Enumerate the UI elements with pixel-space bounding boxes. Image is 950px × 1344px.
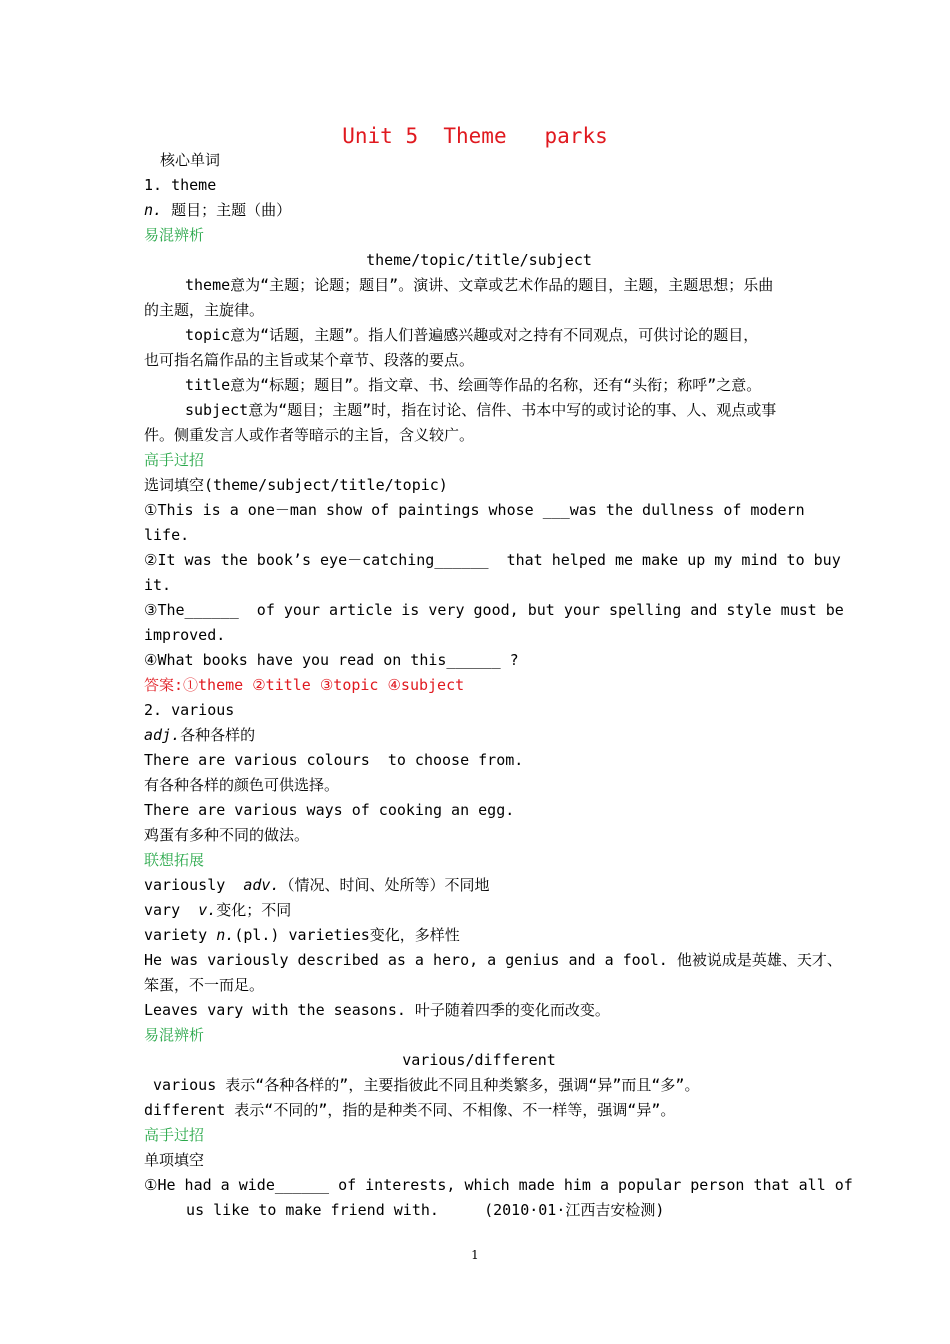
- explain-title-line-1: title意为“标题；题目”。指文章、书、绘画等作品的名称，还有“头衔；称呼”之意。: [185, 376, 762, 394]
- extension-variety: [144, 923, 824, 948]
- question-1-line-1: ①This is a one－man show of paintings whose ___was the dullness of modern: [144, 501, 805, 519]
- explain-subject-line-2: 件。侧重发言人或作者等暗示的主旨，含义较广。: [144, 426, 475, 444]
- part-of-speech: n.: [216, 926, 235, 944]
- practice-instruction: 选词填空(theme/subject/title/topic): [144, 476, 448, 494]
- explain-theme-line-2: 的主题，主旋律。: [144, 301, 265, 319]
- entry-headword-theme: 1. theme: [144, 176, 217, 194]
- confusion-set: various/different: [402, 1051, 556, 1069]
- extension-example-2: Leaves vary with the seasons. 叶子随着四季的变化而改变。: [144, 1001, 610, 1019]
- explain-various: various 表示“各种各样的”，主要指彼此不同且种类繁多，强调“异”而且“多”。: [144, 1076, 700, 1094]
- question-1-line-2: us like to make friend with. (2010·01·江西吉安检测): [168, 1201, 665, 1219]
- extension-word: variously: [144, 876, 244, 894]
- extension-word: variety: [144, 926, 217, 944]
- explain-theme-line-1: theme意为“主题；论题；题目”。演讲、文章或艺术作品的题目，主题，主题思想；乐曲: [185, 276, 774, 294]
- definition-text: 题目；主题（曲）: [162, 201, 292, 219]
- part-of-speech: adv.: [243, 876, 280, 894]
- answer-line: 答案:①theme ②title ③topic ④subject: [144, 676, 465, 694]
- extension-example-1-line-2: 笨蛋，不一而足。: [144, 976, 265, 994]
- question-1-line-2: life.: [144, 526, 190, 544]
- part-of-speech: n.: [144, 201, 163, 219]
- confusion-label: 易混辨析: [144, 1026, 205, 1044]
- part-of-speech: adj.: [144, 726, 181, 744]
- extension-vary: [144, 898, 824, 923]
- definition-text: 各种各样的: [180, 726, 256, 744]
- entry-definition-theme: [144, 198, 824, 223]
- section-header: 核心单词: [160, 151, 221, 169]
- extension-example-1-line-1: He was variously described as a hero, a genius and a fool. 他被说成是英雄、天才、: [144, 951, 842, 969]
- practice-instruction: 单项填空: [144, 1151, 205, 1169]
- extension-meaning: （情况、时间、处所等）不同地: [279, 876, 490, 894]
- example-2-english: There are various ways of cooking an egg.: [144, 801, 515, 819]
- question-1-line-1: ①He had a wide______ of interests, which made him a popular person that all of: [144, 1176, 853, 1194]
- page-number: 1: [471, 1248, 479, 1262]
- confusion-label: 易混辨析: [144, 226, 205, 244]
- question-2-line-1: ②It was the book’s eye－catching______ that helped me make up my mind to buy: [144, 551, 841, 569]
- extension-meaning: 变化；不同: [216, 901, 292, 919]
- entry-headword-various: 2. various: [144, 701, 235, 719]
- extension-meaning: (pl.) varieties变化，多样性: [234, 926, 460, 944]
- question-4: ④What books have you read on this______ ?: [144, 651, 519, 669]
- page-title: Unit 5 Theme parks: [342, 124, 608, 148]
- example-2-chinese: 鸡蛋有多种不同的做法。: [144, 826, 310, 844]
- question-3-line-2: improved.: [144, 626, 226, 644]
- explain-topic-line-1: topic意为“话题，主题”。指人们普遍感兴趣或对之持有不同观点，可供讨论的题目，: [185, 326, 759, 344]
- extension-variously: [144, 873, 824, 898]
- explain-different: different 表示“不同的”，指的是种类不同、不相像、不一样等，强调“异”。: [144, 1101, 676, 1119]
- practice-label: 高手过招: [144, 1126, 205, 1144]
- extension-label: 联想拓展: [144, 851, 205, 869]
- entry-definition-various: [144, 723, 824, 748]
- explain-subject-line-1: subject意为“题目；主题”时，指在讨论、信件、书本中写的或讨论的事、人、观点或事: [185, 401, 777, 419]
- confusion-set: theme/topic/title/subject: [366, 251, 592, 269]
- part-of-speech: v.: [198, 901, 217, 919]
- question-2-line-2: it.: [144, 576, 172, 594]
- question-3-line-1: ③The______ of your article is very good, but your spelling and style must be: [144, 601, 844, 619]
- example-1-chinese: 有各种各样的颜色可供选择。: [144, 776, 340, 794]
- practice-label: 高手过招: [144, 451, 205, 469]
- example-1-english: There are various colours to choose from.: [144, 751, 524, 769]
- explain-topic-line-2: 也可指名篇作品的主旨或某个章节、段落的要点。: [144, 351, 475, 369]
- extension-word: vary: [144, 901, 199, 919]
